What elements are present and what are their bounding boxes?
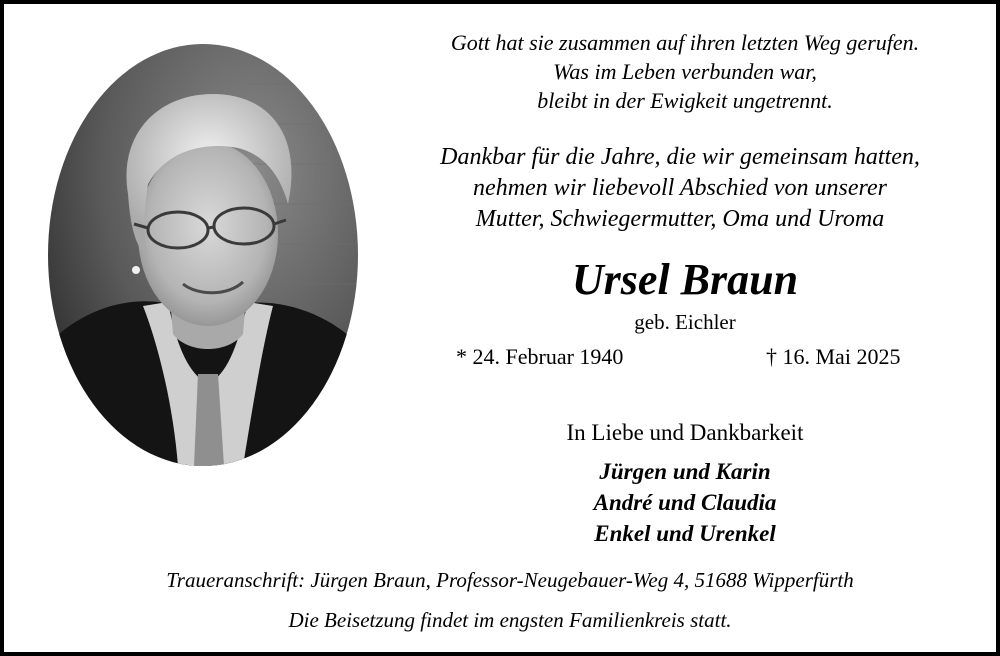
thanks-line-3: Mutter, Schwiegermutter, Oma und Uroma — [475, 206, 885, 232]
mourning-address: Traueranschrift: Jürgen Braun, Professor-Neugebauer-Weg 4, 51688 Wipperfürth — [166, 568, 854, 592]
deceased-name: Ursel Braun — [571, 255, 799, 304]
closing-line: In Liebe und Dankbarkeit — [566, 420, 804, 445]
verse-line-1: Gott hat sie zusammen auf ihren letzten Weg gerufen. — [450, 30, 920, 55]
death-date: † 16. Mai 2025 — [766, 344, 901, 369]
family-line-3: Enkel und Urenkel — [594, 521, 776, 546]
family-line-2: André und Claudia — [593, 490, 777, 515]
funeral-note: Die Beisetzung findet im engsten Familienkreis statt. — [288, 608, 732, 632]
verse-line-2: Was im Leben verbunden war, — [553, 59, 817, 84]
birth-name: geb. Eichler — [634, 310, 736, 334]
thanks-line-1: Dankbar für die Jahre, die wir gemeinsam hatten, — [440, 144, 920, 170]
verse-line-3: bleibt in der Ewigkeit ungetrennt. — [537, 88, 833, 113]
birth-date: * 24. Februar 1940 — [456, 344, 624, 369]
portrait-photo — [48, 44, 358, 466]
family-line-1: Jürgen und Karin — [599, 459, 771, 484]
thanks-line-2: nehmen wir liebevoll Abschied von unserer — [473, 175, 887, 201]
